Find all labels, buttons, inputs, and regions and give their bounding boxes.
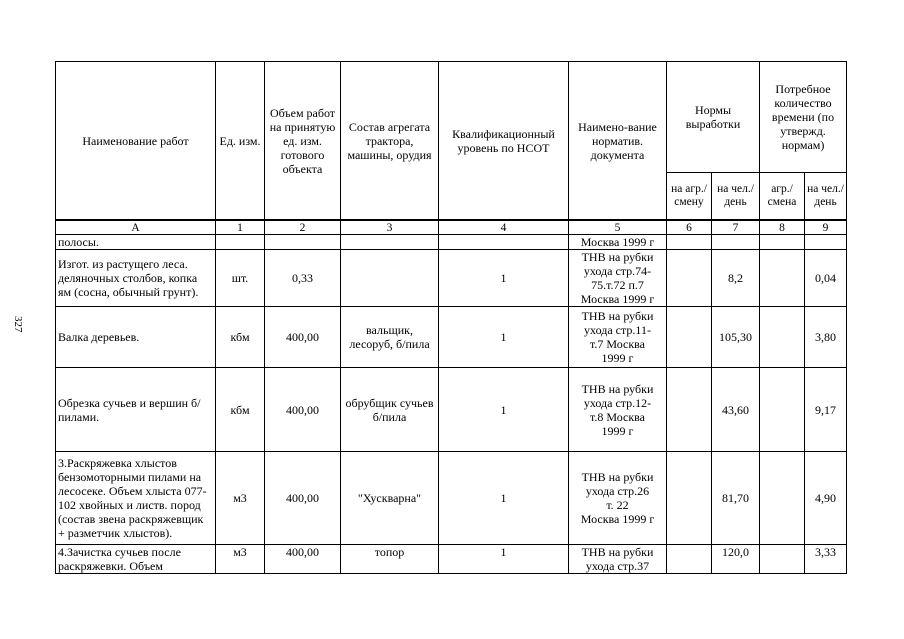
table-row [56, 235, 847, 250]
header-norms-person: на чел./ день [712, 173, 760, 221]
works-table [55, 61, 847, 574]
cell-work-name: Обрезка сучьев и вершин б/пилами. [56, 368, 216, 452]
cell-unit: кбм [216, 368, 265, 452]
cell-unit: м3 [216, 545, 265, 574]
document-line: 1999 г [601, 423, 634, 438]
cell-unit [216, 235, 265, 250]
cell-work-name: Валка деревьев. [56, 307, 216, 368]
header-norms-agr: на агр./ смену [667, 173, 712, 221]
header-time-agr: агр./ смена [760, 173, 805, 221]
cell-norm-agr [667, 235, 712, 250]
cell-document [569, 235, 667, 250]
document-line: ухода стр.26 [585, 484, 650, 498]
cell-time-person: 9,17 [805, 368, 847, 452]
cell-norm-person: 8,2 [712, 250, 760, 307]
cell-time-agr [760, 368, 805, 452]
cell-unit: кбм [216, 307, 265, 368]
cell-norm-person: 120,0 [712, 545, 760, 574]
cell-unit: шт. [216, 250, 265, 307]
cell-norm-person: 105,30 [712, 307, 760, 368]
header-document: Наимено-вание норматив. документа [569, 62, 667, 221]
cell-document [569, 368, 667, 452]
cell-unit: м3 [216, 452, 265, 545]
column-index: 3 [341, 220, 439, 235]
cell-document [569, 307, 667, 368]
cell-time-person: 3,33 [805, 545, 847, 574]
cell-time-person: 3,80 [805, 307, 847, 368]
header-unit: Ед. изм. [216, 62, 265, 221]
document-line: ТНВ на рубки [581, 545, 654, 559]
cell-work-name: 3.Раскряжевка хлыстов бензомоторными пилами на лесосеке. Объем хлыста 077-102 хвойных и листв. пород (состав звена раскряжевщик + разметчик хлыстов). [56, 452, 216, 545]
header-aggregate: Состав агрегата трактора, машины, орудия [341, 62, 439, 221]
document-line: ухода стр.74- [583, 264, 652, 278]
cell-norm-person [712, 235, 760, 250]
cell-document [569, 545, 667, 574]
document-line: ТНВ на рубки [581, 470, 654, 484]
document-line: Москва 1999 г [580, 292, 655, 306]
cell-time-agr [760, 452, 805, 545]
cell-norm-agr [667, 452, 712, 545]
cell-aggregate: "Хускварна" [341, 452, 439, 545]
cell-qualification: 1 [439, 452, 569, 545]
page-number: 327 [12, 316, 24, 333]
cell-norm-agr [667, 250, 712, 307]
column-index: 7 [712, 220, 760, 235]
document-line: 1999 г [601, 351, 634, 365]
cell-aggregate: обрубщик сучьев б/пила [341, 368, 439, 452]
cell-work-name: полосы. [56, 235, 216, 250]
table-row [56, 368, 847, 452]
cell-volume: 400,00 [265, 368, 341, 452]
document-line: Москва 1999 г [580, 512, 655, 526]
cell-norm-person: 81,70 [712, 452, 760, 545]
column-index: 9 [805, 220, 847, 235]
document-line: т.7 Москва [589, 337, 645, 351]
table-row [56, 307, 847, 368]
document-line: ТНВ на рубки [581, 381, 654, 396]
document-line: ухода стр.11- [584, 323, 651, 337]
header-time: Потребное количество времени (по утвержд. нормам) [760, 62, 847, 173]
document-line: Москва 1999 г [580, 235, 655, 249]
cell-volume [265, 235, 341, 250]
cell-qualification: 1 [439, 307, 569, 368]
cell-document [569, 452, 667, 545]
cell-qualification: 1 [439, 545, 569, 574]
cell-aggregate [341, 250, 439, 307]
cell-qualification [439, 235, 569, 250]
cell-volume: 400,00 [265, 452, 341, 545]
cell-norm-agr [667, 545, 712, 574]
cell-aggregate: вальщик, лесоруб, б/пила [341, 307, 439, 368]
column-index: 8 [760, 220, 805, 235]
table-row [56, 452, 847, 545]
cell-volume: 400,00 [265, 545, 341, 574]
column-index: 6 [667, 220, 712, 235]
cell-document [569, 250, 667, 307]
cell-volume: 400,00 [265, 307, 341, 368]
document-line: ТНВ на рубки [581, 250, 654, 264]
cell-norm-person: 43,60 [712, 368, 760, 452]
header-name: Наименование работ [56, 62, 216, 221]
header-volume: Объем работ на принятую ед. изм. готового объекта [265, 62, 341, 221]
cell-norm-agr [667, 307, 712, 368]
cell-time-agr [760, 545, 805, 574]
header-qualification: Квалификационный уровень по НСОТ [439, 62, 569, 221]
column-index-row [56, 220, 847, 235]
cell-aggregate: топор [341, 545, 439, 574]
table-row [56, 250, 847, 307]
document-line: 75.т.72 п.7 [591, 278, 644, 292]
table-row [56, 545, 847, 574]
cell-aggregate [341, 235, 439, 250]
cell-time-person [805, 235, 847, 250]
header-time-person: на чел./ день [805, 173, 847, 221]
cell-time-agr [760, 235, 805, 250]
column-index: 1 [216, 220, 265, 235]
cell-time-agr [760, 250, 805, 307]
cell-work-name: 4.Зачистка сучьев после раскряжевки. Объем [56, 545, 216, 574]
cell-time-agr [760, 307, 805, 368]
document-line: ухода стр.37 [585, 559, 650, 573]
column-index: А [56, 220, 216, 235]
cell-qualification: 1 [439, 368, 569, 452]
document-line: ТНВ на рубки [581, 309, 654, 323]
cell-norm-agr [667, 368, 712, 452]
cell-work-name: Изгот. из растущего леса. деляночных столбов, копка ям (сосна, обычный грунт). [56, 250, 216, 307]
column-index: 2 [265, 220, 341, 235]
cell-qualification: 1 [439, 250, 569, 307]
header-norms: Нормы выработки [667, 62, 760, 173]
cell-volume: 0,33 [265, 250, 341, 307]
document-line: ухода стр.12- [583, 395, 652, 410]
document-line: т. 22 [606, 498, 629, 512]
document-line: т.8 Москва [589, 409, 645, 424]
column-index: 5 [569, 220, 667, 235]
cell-time-person: 4,90 [805, 452, 847, 545]
cell-time-person: 0,04 [805, 250, 847, 307]
column-index: 4 [439, 220, 569, 235]
